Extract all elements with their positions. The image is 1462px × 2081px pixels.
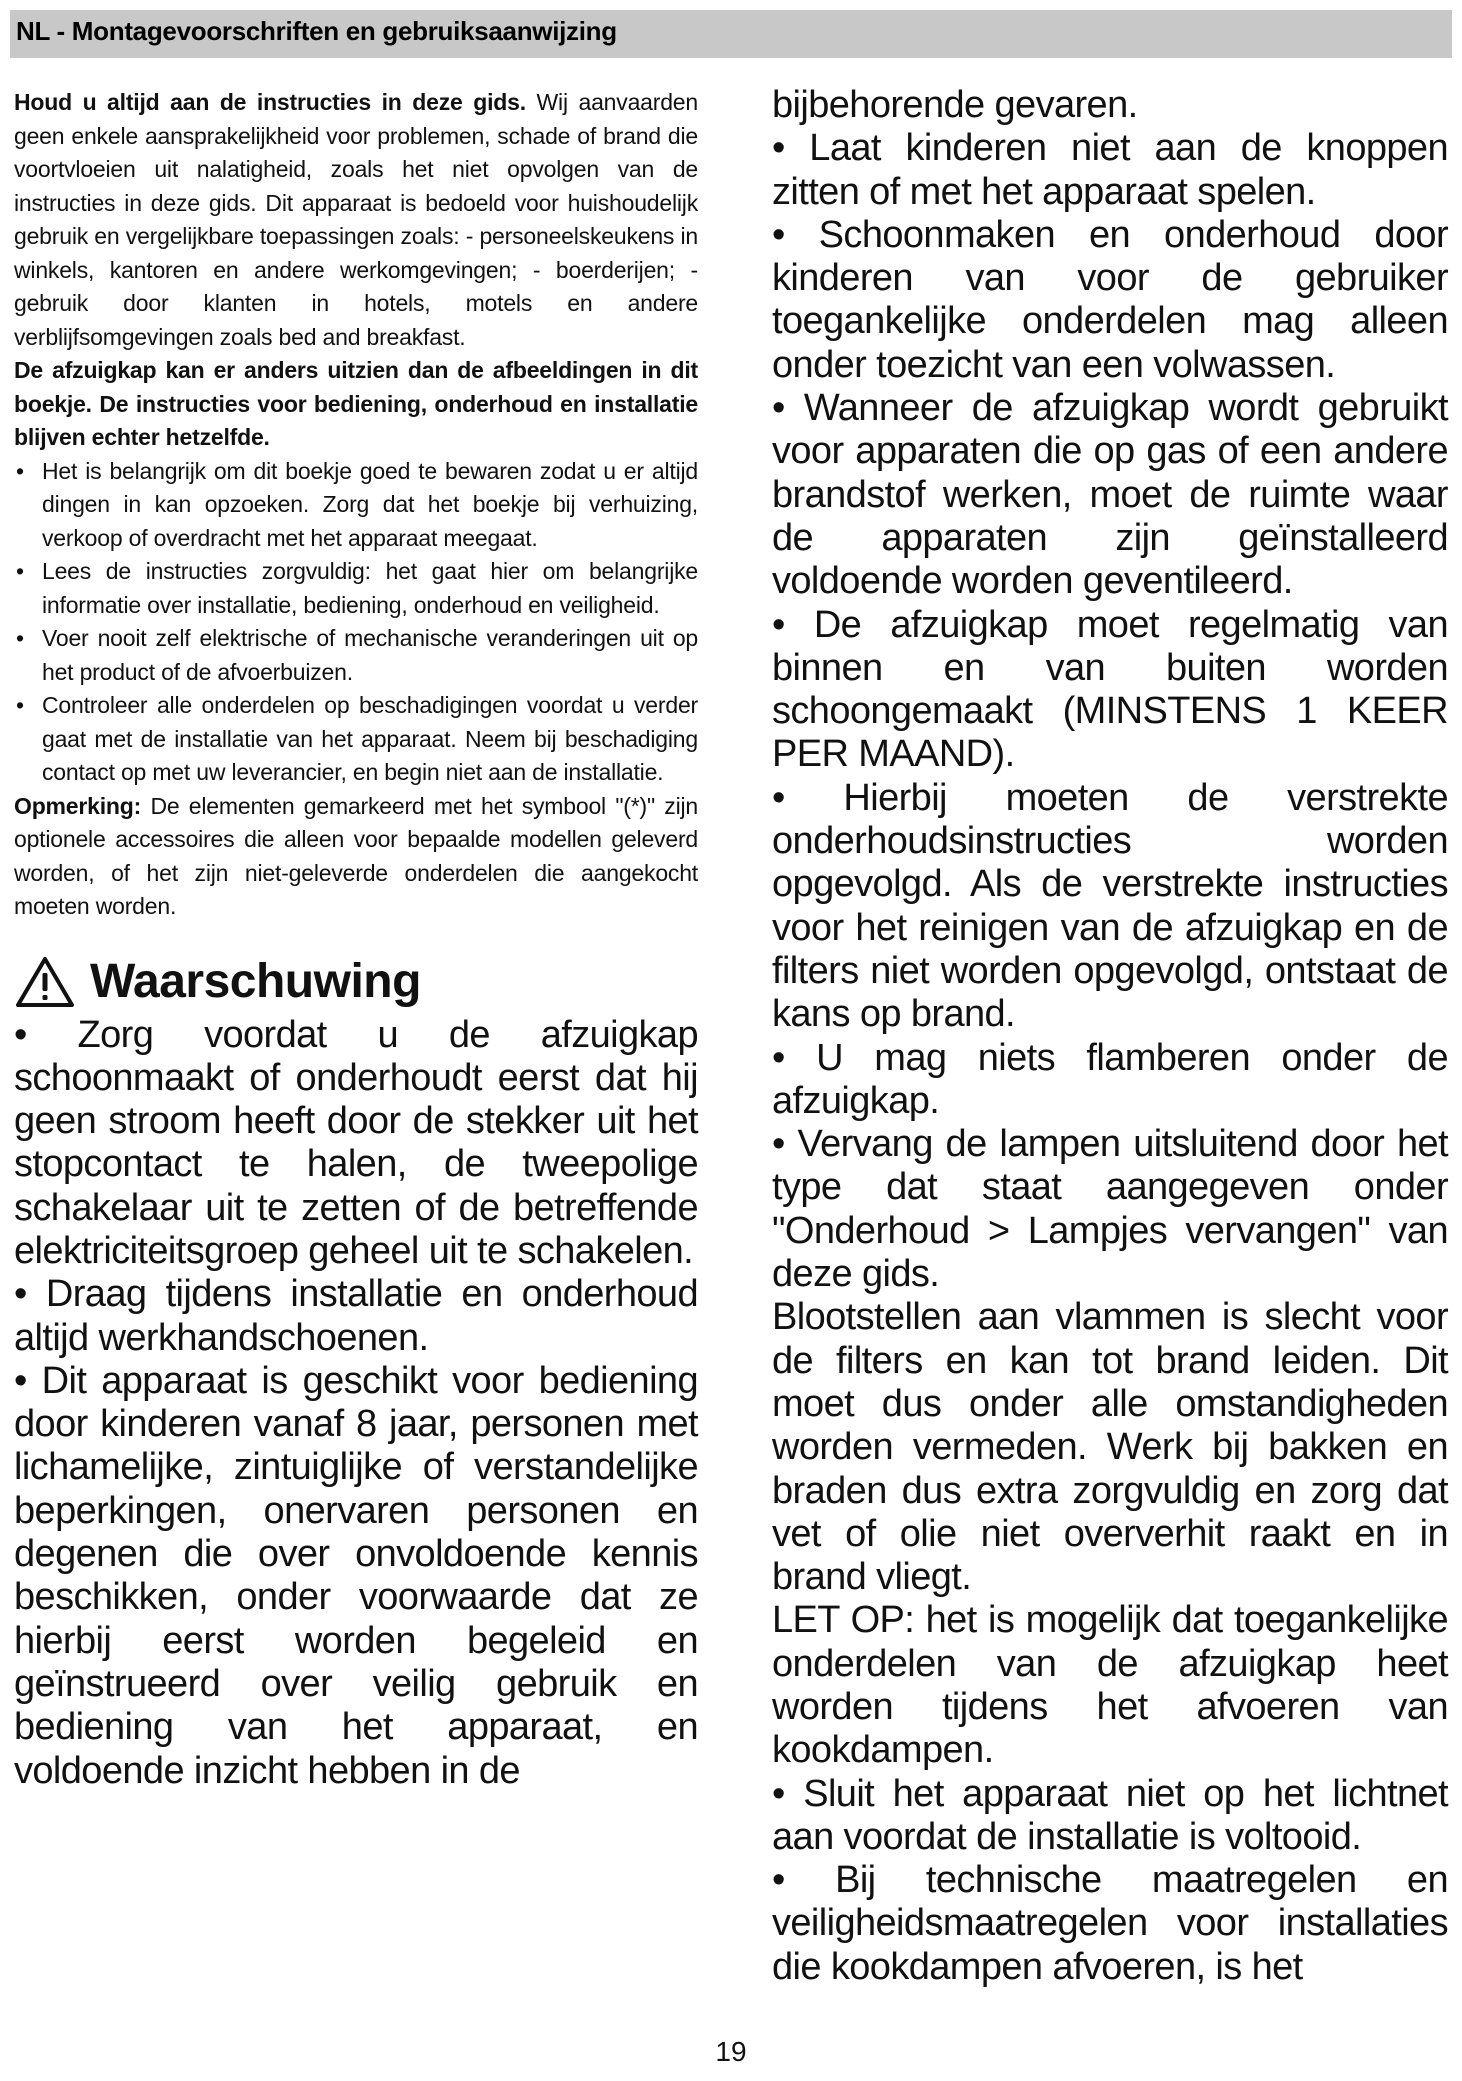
- left-column: [14, 86, 698, 1793]
- right-paragraph: • Vervang de lampen uitsluitend door het type dat staat aangegeven onder "Onderhoud > Lampjes vervangen" van deze gids.: [772, 1123, 1448, 1296]
- intro-section: [14, 86, 698, 924]
- right-paragraph: • U mag niets flamberen onder de afzuigkap.: [772, 1036, 1448, 1122]
- intro-bold-text: Houd u altijd aan de instructies in deze gids.: [14, 89, 526, 115]
- intro-text: Wij aanvaarden geen enkele aansprakelijkheid voor problemen, schade of brand die voortvloeien uit nalatigheid, zoals het niet opvolgen van de instructies in deze gids. Dit apparaat is bedoeld voor huishoudelijk gebruik en vergelijkbare toepassingen zoals: - personeelskeukens in winkels, kantoren en andere werkomgevingen; - boerderijen; - gebruik door klanten in hotels, motels en andere verblijfsomgevingen zoals bed and breakfast.: [14, 89, 698, 350]
- intro-paragraph: [14, 86, 698, 354]
- right-paragraph: • De afzuigkap moet regelmatig van binnen en van buiten worden schoongemaakt (MINSTENS 1 KEER PER MAAND).: [772, 603, 1448, 776]
- remark-text: De elementen gemarkeerd met het symbool "(*)" zijn optionele accessoires die alleen voor bepaalde modellen geleverd worden, of het zijn niet-geleverde onderdelen die aangekocht moeten worden.: [14, 792, 698, 919]
- right-paragraph: • Hierbij moeten de verstrekte onderhoudsinstructies worden opgevolgd. Als de verstrekte instructies voor het reinigen van de afzuigkap en de filters niet worden opgevolgd, ontstaat de kans op brand.: [772, 776, 1448, 1036]
- warning-paragraph: • Dit apparaat is geschikt voor bediening door kinderen vanaf 8 jaar, personen met lichamelijke, zintuiglijke of verstandelijke beperkingen, onervaren personen en degenen die over onvoldoende kennis beschikken, onder voorwaarde dat ze hierbij eerst worden begeleid en geïnstrueerd over veilig gebruik en bediening van het apparaat, en voldoende inzicht hebben in de: [14, 1359, 698, 1792]
- page-number: 19: [715, 2036, 747, 2067]
- list-item: • Controleer alle onderdelen op beschadigingen voordat u verder gaat met de installatie van het apparaat. Neem bij beschadiging contact op met uw leverancier, en begin niet aan de installatie.: [14, 689, 698, 790]
- right-paragraph: • Sluit het apparaat niet op het lichtnet aan voordat de installatie is voltooid.: [772, 1772, 1448, 1858]
- page-header-title: NL - Montagevoorschriften en gebruiksaanwijzing: [16, 16, 617, 46]
- right-column: [772, 84, 1448, 1989]
- right-paragraph: Blootstellen aan vlammen is slecht voor de filters en kan tot brand leiden. Dit moet dus onder alle omstandigheden worden vermeden. Werk bij bakken en braden dus extra zorgvuldig en zorg dat vet of olie niet oververhit raakt en in brand vliegt.: [772, 1296, 1448, 1599]
- warning-title: Waarschuwing: [90, 955, 421, 1008]
- warning-paragraph: • Zorg voordat u de afzuigkap schoonmaakt of onderhoudt eerst dat hij geen stroom heeft door de stekker uit het stopcontact te halen, de tweepolige schakelaar uit te zetten of de betreffende elektriciteitsgroep geheel uit te schakelen.: [14, 1013, 698, 1272]
- right-paragraph: LET OP: het is mogelijk dat toegankelijke onderdelen van de afzuigkap heet worden tijdens het afvoeren van kookdampen.: [772, 1599, 1448, 1772]
- warning-triangle-icon: [14, 955, 76, 1009]
- right-paragraph: • Laat kinderen niet aan de knoppen zitten of met het apparaat spelen.: [772, 127, 1448, 213]
- remark-paragraph: [14, 790, 698, 924]
- right-paragraph: • Wanneer de afzuigkap wordt gebruikt voor apparaten die op gas of een andere brandstof werken, moet de ruimte waar de apparaten zijn geïnstalleerd voldoende worden geventileerd.: [772, 387, 1448, 603]
- warning-section: [14, 1014, 698, 1793]
- list-item: • Voer nooit zelf elektrische of mechanische veranderingen uit op het product of de afvoerbuizen.: [14, 622, 698, 689]
- page-header: [10, 10, 1452, 58]
- list-item: • Lees de instructies zorgvuldig: het gaat hier om belangrijke informatie over installatie, bediening, onderhoud en veiligheid.: [14, 555, 698, 622]
- list-item: • Het is belangrijk om dit boekje goed te bewaren zodat u er altijd dingen in kan opzoeken. Zorg dat het boekje bij verhuizing, verkoop of overdracht met het apparaat meegaat.: [14, 455, 698, 556]
- warning-heading: [14, 950, 698, 1014]
- warning-paragraph: • Draag tijdens installatie en onderhoud altijd werkhandschoenen.: [14, 1273, 698, 1359]
- right-paragraph: bijbehorende gevaren.: [772, 84, 1138, 126]
- instruction-list: [14, 455, 698, 790]
- notice-paragraph: De afzuigkap kan er anders uitzien dan de afbeeldingen in dit boekje. De instructies voor bediening, onderhoud en installatie blijven echter hetzelfde.: [14, 357, 698, 450]
- right-paragraph: • Schoonmaken en onderhoud door kinderen van voor de gebruiker toegankelijke onderdelen mag alleen onder toezicht van een volwassen.: [772, 213, 1448, 386]
- remark-label: Opmerking:: [14, 792, 142, 819]
- right-paragraph: • Bij technische maatregelen en veiligheidsmaatregelen voor installaties die kookdampen afvoeren, is het: [772, 1859, 1448, 1988]
